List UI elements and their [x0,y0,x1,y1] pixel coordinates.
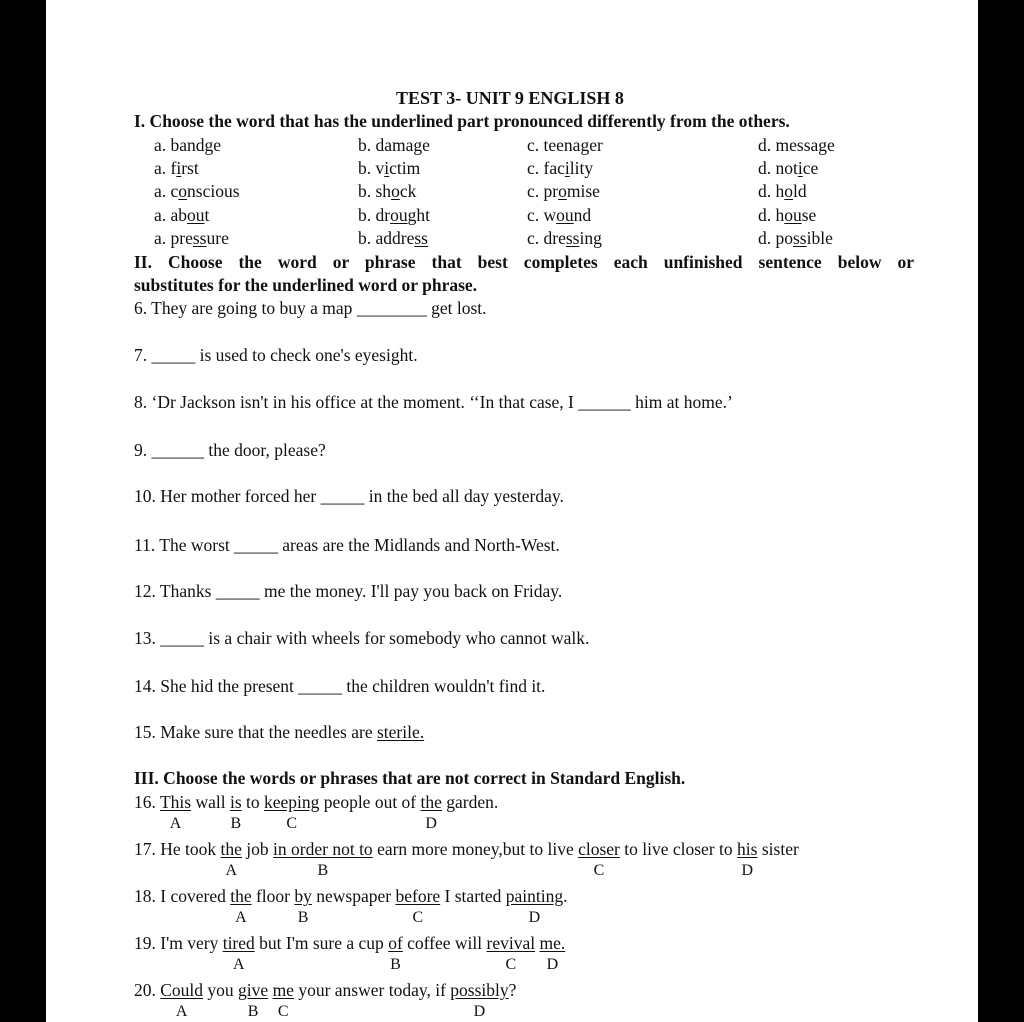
underlined-sound: i [176,158,182,178]
sentence-text: 20. [134,980,161,1000]
underlined-part: by [294,886,312,906]
answer-letter-c: C [277,1003,289,1020]
option-b [358,205,430,225]
option-a [154,181,240,201]
answer-letter-d: D [425,815,437,832]
section3-heading: III. Choose the words or phrases that are not correct in Standard English. [134,768,686,788]
question-stem [134,440,326,460]
answer-letter-d: D [528,909,541,926]
stem-text: 8. ‘Dr Jackson isn't in his office at the moment. ‘‘In that case, I ______ him at home.’ [134,392,733,412]
option-a [154,228,229,248]
underlined-sound: i [564,158,570,178]
underlined-part: me [272,980,294,1000]
option-d [758,228,833,248]
underlined-part: revival [486,933,536,953]
option-c [527,181,600,201]
option-text: ght [407,205,430,225]
option-text: ure [206,228,229,248]
option-text: a. band [154,135,205,155]
answer-letter-c: C [412,909,424,926]
underlined-sound: ss [414,228,428,248]
answer-letter-b: B [297,909,309,926]
underlined-sound: ss [192,228,207,248]
sentence-text: 18. I covered [134,886,231,906]
underlined-word: sterile. [376,722,425,742]
page-title: TEST 3- UNIT 9 ENGLISH 8 [396,88,624,108]
question-stem [134,345,418,365]
option-text: ck [399,181,417,201]
answer-letter-c: C [286,815,298,832]
answer-letter-a: A [225,862,237,879]
underlined-sound: ou [556,205,574,225]
option-a [154,158,199,178]
answer-letter-d: D [546,956,559,973]
sentence-text: 19. I'm very [134,933,223,953]
underlined-sound: g [413,135,423,155]
sentence-text: newspaper [311,886,396,906]
stem-text: 13. _____ is a chair with wheels for somebody who cannot walk. [134,628,590,648]
option-text: d. not [758,158,798,178]
answer-letter-b: B [317,862,329,879]
underlined-sound: i [384,158,390,178]
stem-text: 7. _____ is used to check one's eyesight. [134,345,418,365]
option-text: d. h [758,181,785,201]
question-stem [134,722,424,742]
question-stem [134,535,560,555]
stem-text: 12. Thanks _____ me the money. I'll pay you back on Friday. [134,581,563,601]
underlined-sound: g [818,135,828,155]
option-text: d. messa [758,135,819,155]
answer-letter-a: A [232,956,245,973]
option-text: e [213,135,222,155]
option-b [358,135,430,155]
stem-text: 14. She hid the present _____ the children wouldn't find it. [134,676,546,696]
option-text: er [589,135,603,155]
question-stem [134,486,564,506]
option-b [358,228,428,248]
stem-text: 15. Make sure that the needles are [134,722,377,742]
underlined-part: painting [505,886,564,906]
underlined-part: the [420,792,442,812]
sentence-text: sister [757,839,799,859]
option-b [358,181,416,201]
answer-letter-a: A [169,815,182,832]
underlined-part: Could [160,980,204,1000]
test-page [46,0,978,1022]
stem-text: 11. The worst _____ areas are the Midlands and North-West. [134,535,560,555]
underlined-part: closer [578,839,620,859]
option-text: a. c [154,181,179,201]
underlined-part: is [229,792,242,812]
question-stem [134,392,733,412]
option-text: mise [566,181,600,201]
option-text: c. fac [527,158,565,178]
stem-text: 9. ______ the door, please? [134,440,326,460]
stem-text: 6. They are going to buy a map ________ get lost. [134,298,487,318]
underlined-sound: ou [187,205,205,225]
underlined-part: give [238,980,269,1000]
sentence-text: you [203,980,239,1000]
answer-letter-a: A [175,1003,188,1020]
option-text: t [204,205,210,225]
option-text: ld [793,181,807,201]
option-d [758,135,835,155]
underlined-sound: ss [793,228,807,248]
answer-letter-b: B [247,1003,259,1020]
stem-text: 10. Her mother forced her _____ in the bed all day yesterday. [134,486,564,506]
option-c [527,228,602,248]
underlined-sound: g [204,135,214,155]
error-id-sentence [134,886,568,906]
underlined-sound: ou [390,205,408,225]
error-id-sentence [134,792,498,812]
option-a [154,205,209,225]
option-text: nd [573,205,592,225]
option-text: c. dre [527,228,566,248]
sentence-text: floor [251,886,295,906]
option-d [758,181,807,201]
sentence-text: but I'm sure a cup [254,933,389,953]
question-stem [134,628,589,648]
option-text: ible [806,228,833,248]
sentence-text: ? [508,980,517,1000]
underlined-sound: o [178,181,188,201]
option-b [358,158,420,178]
underlined-part: the [220,839,242,859]
option-text: ctim [389,158,421,178]
answer-letter-d: D [741,862,754,879]
question-stem [134,676,545,696]
question-stem [134,298,487,318]
option-text: d. po [758,228,793,248]
underlined-part: possibly [450,980,509,1000]
option-text: c. teena [527,135,581,155]
answer-letter-c: C [593,862,605,879]
section1-heading: I. Choose the word that has the underlined part pronounced differently from the others. [134,111,790,131]
answer-letter-c: C [505,956,517,973]
option-text: se [801,205,817,225]
option-d [758,158,818,178]
option-text: b. v [358,158,385,178]
underlined-sound: ou [784,205,802,225]
underlined-part: before [395,886,441,906]
option-d [758,205,816,225]
option-text: c. pr [527,181,559,201]
option-a [154,135,221,155]
sentence-text: to [241,792,265,812]
option-text: b. sh [358,181,392,201]
sentence-text: earn more money,but to live [372,839,579,859]
underlined-part: his [737,839,758,859]
underlined-sound: i [797,158,803,178]
option-text: a. f [154,158,177,178]
underlined-part: tired [222,933,255,953]
option-text: a. pre [154,228,193,248]
answer-letter-a: A [235,909,247,926]
underlined-part: keeping [264,792,320,812]
option-text: nscious [187,181,240,201]
option-text: lity [569,158,594,178]
section2-heading-line2: substitutes for the underlined word or phrase. [134,275,478,295]
underlined-part: This [159,792,192,812]
option-text: a. ab [154,205,188,225]
option-text: rst [181,158,199,178]
underlined-part: in order not to [273,839,373,859]
sentence-text: coffee will [402,933,487,953]
option-text: d. h [758,205,785,225]
underlined-sound: ss [565,228,580,248]
option-c [527,158,593,178]
underlined-part: me. [539,933,566,953]
question-stem [134,581,562,601]
underlined-sound: o [558,181,567,201]
option-text: b. addre [358,228,415,248]
sentence-text: job [241,839,274,859]
sentence-text: I started [440,886,506,906]
option-c [527,205,591,225]
answer-letter-d: D [473,1003,486,1020]
sentence-text: your answer today, if [293,980,451,1000]
underlined-part: of [388,933,403,953]
sentence-text: people out of [319,792,421,812]
option-text: ing [579,228,602,248]
option-text: e [827,135,835,155]
option-text: ce [802,158,819,178]
underlined-sound: o [784,181,793,201]
option-c [527,135,603,155]
option-text: e [422,135,430,155]
error-id-sentence [134,839,799,859]
sentence-text: 16. [134,792,160,812]
option-text: c. w [527,205,557,225]
answer-letter-b: B [390,956,401,973]
section2-heading-line1: II. Choose the word or phrase that best completes each unfinished sentence below or [134,252,914,272]
option-text: b. dr [358,205,391,225]
error-id-sentence [134,933,565,953]
sentence-text: 17. He took [134,839,221,859]
sentence-text: . [563,886,568,906]
error-id-sentence [134,980,516,1000]
sentence-text: to live closer to [619,839,738,859]
underlined-sound: g [580,135,590,155]
underlined-part: the [230,886,252,906]
sentence-text: garden. [441,792,499,812]
answer-letter-b: B [230,815,242,832]
sentence-text: wall [191,792,230,812]
option-text: b. dama [358,135,414,155]
underlined-sound: o [391,181,400,201]
